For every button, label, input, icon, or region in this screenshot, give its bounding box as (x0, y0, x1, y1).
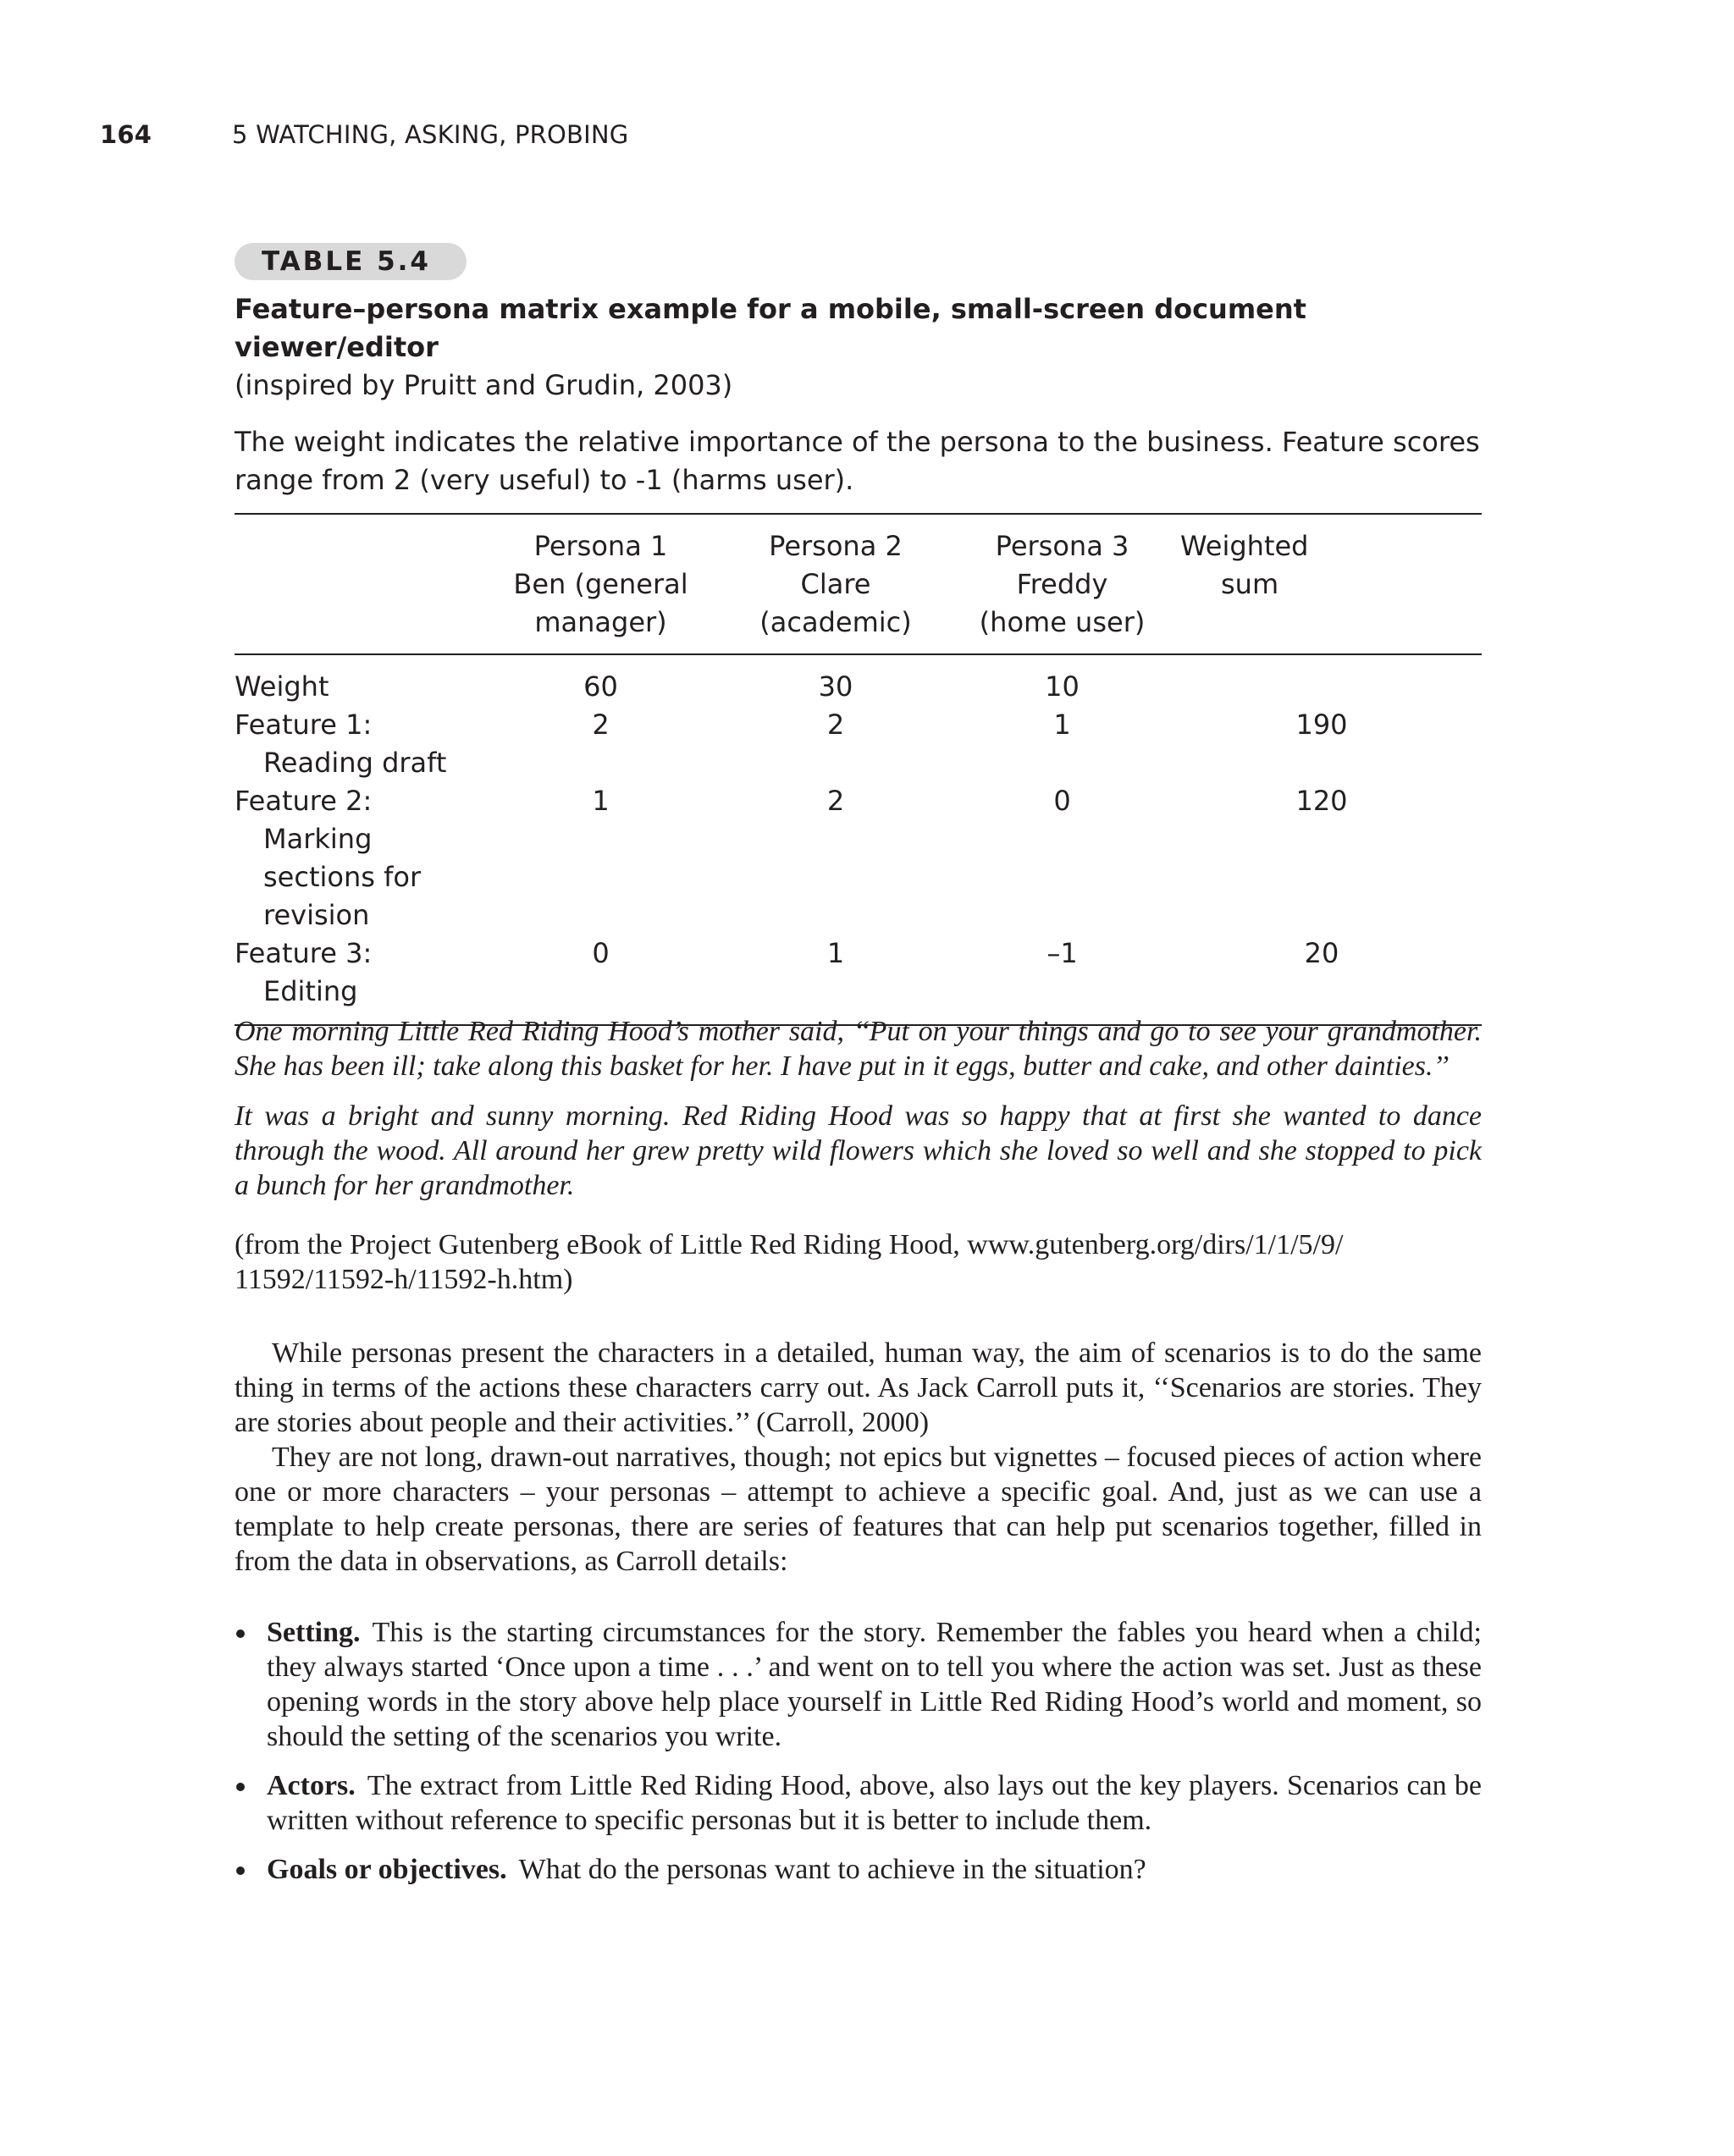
header-persona-3: Persona 3 Freddy (home user) (979, 530, 1146, 638)
quote-paragraph-2: It was a bright and sunny morning. Red Riding Hood was so happy that at first she wanted to dance through the wood. All around her grew pretty wild flowers which she loved so well and she stopped to pick a bunch for her grandmother. (235, 1100, 1482, 1201)
table-note: The weight indicates the relative importance of the persona to the business. Feature scores range from 2 (very useful) to -1 (harms user). (235, 426, 1480, 496)
row-sublabel: Reading draft (263, 747, 447, 779)
table-caption-title: Feature–persona matrix example for a mobile, small-screen document viewer/editor (235, 293, 1306, 363)
running-header (100, 120, 628, 149)
cell-weighted-sum (1162, 654, 1482, 706)
table-section (235, 243, 1482, 1026)
table-caption-source: (inspired by Pruitt and Grudin, 2003) (235, 369, 733, 401)
cell-persona-2: 2 (826, 709, 845, 741)
list-item (235, 1768, 1482, 1838)
cell-persona-1: 0 (592, 937, 610, 969)
cell-persona-2: 1 (826, 937, 845, 969)
table-label: TABLE 5.4 (235, 243, 467, 280)
list-item (235, 1615, 1482, 1754)
bullet-list (235, 1615, 1482, 1901)
body-paragraph-2: They are not long, drawn-out narratives, though; not epics but vignettes – focused pieces of action where one or more characters – your personas – attempt to achieve a specific goal. And, just as we can use a template to help create personas, there are series of features that can help put scenarios together, filled in from the data in observations, as Carroll details: (235, 1442, 1482, 1577)
row-label: Feature 2: Marking sections for revision (235, 782, 493, 935)
cell-weighted-sum: 20 (1304, 937, 1339, 969)
table-row (235, 782, 1482, 935)
page-number: 164 (100, 120, 152, 149)
quote-paragraph-1: One morning Little Red Riding Hood’s mother said, ‘‘Put on your things and go to see your grandmother. She has been ill; take along this basket for her. I have put in it eggs, butter and cake, and other dainties.’’ (235, 1016, 1482, 1082)
table-row (235, 935, 1482, 1025)
table-row (235, 654, 1482, 706)
header-empty (235, 514, 493, 654)
list-item (235, 1852, 1482, 1887)
row-sublabel: Editing (263, 975, 358, 1007)
cell-persona-2: 2 (826, 785, 845, 817)
bullet-icon (236, 1629, 245, 1638)
list-item-term: Setting. (267, 1617, 361, 1648)
cell-persona-3: 0 (1053, 785, 1071, 817)
row-label: Feature 1: Reading draft (235, 706, 493, 782)
list-item-term: Actors. (267, 1770, 356, 1801)
bullet-icon (236, 1783, 245, 1791)
header-persona-1: Persona 1 Ben (general manager) (513, 530, 688, 638)
quote-source-line-1: (from the Project Gutenberg eBook of Little Red Riding Hood, www.gutenberg.org/dirs/1/1/5/9/ (235, 1229, 1344, 1260)
cell-persona-1: 2 (592, 709, 610, 741)
cell-persona-1: 60 (583, 670, 618, 703)
body-paragraph-1: While personas present the characters in a detailed, human way, the aim of scenarios is to do the same thing in terms of the actions these characters carry out. As Jack Carroll puts it, ‘‘Scenarios are stories. They are stories about people and their activities.’’ (Carroll, 2000) (235, 1337, 1482, 1438)
row-label: Feature 3: Editing (235, 935, 493, 1025)
row-sublabel: Marking sections for revision (263, 823, 422, 931)
row-label: Weight (235, 670, 329, 703)
feature-persona-matrix (235, 513, 1482, 1026)
list-item-text: The extract from Little Red Riding Hood, above, also lays out the key players. Scenarios can be written without reference to specific personas but it is better to include them. (267, 1770, 1482, 1836)
cell-persona-2: 30 (818, 670, 853, 703)
cell-persona-3: 10 (1045, 670, 1080, 703)
quote-source (235, 1227, 1482, 1297)
cell-persona-3: 1 (1053, 709, 1071, 741)
header-persona-2: Persona 2 Clare (academic) (759, 530, 912, 638)
bullet-icon (236, 1867, 245, 1875)
cell-weighted-sum: 190 (1295, 709, 1348, 741)
cell-persona-3: –1 (1046, 937, 1078, 969)
table-header-row (235, 514, 1482, 654)
quote-source-line-2: 11592/11592-h/11592-h.htm) (235, 1264, 573, 1295)
cell-weighted-sum: 120 (1295, 785, 1348, 817)
chapter-title: 5 WATCHING, ASKING, PROBING (232, 120, 629, 149)
story-quote (235, 1014, 1482, 1218)
list-item-text: What do the personas want to achieve in the situation? (518, 1854, 1146, 1885)
table-row (235, 706, 1482, 782)
body-text (235, 1336, 1482, 1579)
list-item-term: Goals or objectives. (267, 1854, 507, 1885)
cell-persona-1: 1 (592, 785, 610, 817)
table-caption (235, 290, 1482, 405)
header-weighted-sum: Weighted sum (1180, 530, 1309, 600)
list-item-text: This is the starting circumstances for the story. Remember the fables you heard when a child; they always started ‘Once upon a time . . .’ and went on to tell you where the action was set. Just as these opening words in the story above help place yourself in Little Red Riding Hood’s world and moment, so should the setting of the scenarios you write. (267, 1617, 1482, 1752)
